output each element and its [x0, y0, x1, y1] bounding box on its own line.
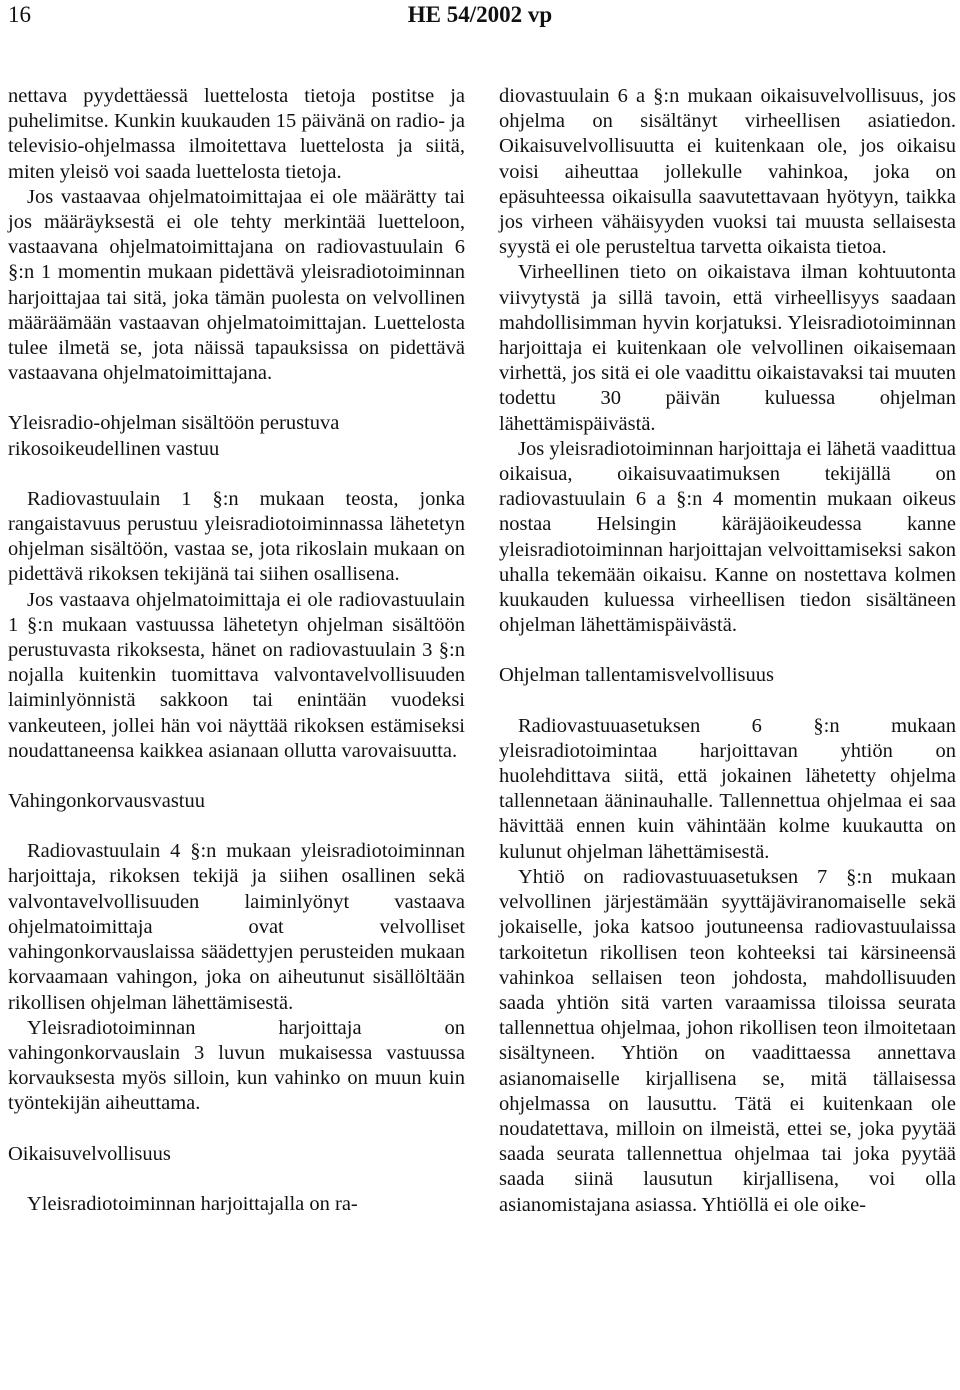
- paragraph: Yleisradiotoiminnan harjoittaja on vahingonkorvauslain 3 luvun mukaisessa vastuussa korvauksesta myös silloin, kun vahinko on muun kuin työntekijän aiheuttama.: [8, 1016, 465, 1115]
- paragraph: Jos vastaava ohjelmatoimittaja ei ole radiovastuulain 1 §:n mukaan vastuussa lähetetyn ohjelman sisältöön perustuvasta rikoksesta, hänet on radiovastuulain 3 §:n nojalla kuitenkin tuomittava valvontavelvollisuuden laiminlyönnistä sakkoon tai enintään vuodeksi vankeuteen, jollei hän voi näyttää rikoksen estämiseksi noudattaneensa kaikkea asianaan ollutta varovaisuutta.: [8, 588, 465, 762]
- section-heading: Vahingonkorvausvastuu: [8, 790, 206, 813]
- paragraph: Yleisradiotoiminnan harjoittajalla on ra-: [27, 1192, 358, 1215]
- document-id: HE 54/2002 vp: [407, 2, 553, 27]
- paragraph: diovastuulain 6 a §:n mukaan oikaisuvelvollisuus, jos ohjelma on sisältänyt virheellisen asiatiedon. Oikaisuvelvollisuutta ei kuitenkaan ole, jos oikaisu voisi aiheuttaa jollekulle vahinkoa, joka on epäsuhteessa oikaisulla saavutettavaan hyötyyn, taikka jos virheen vähäisyyden vuoksi tai muusta sellaisesta syystä ei ole perusteltua tarvetta oikaista tietoa.: [499, 85, 956, 259]
- paragraph: Radiovastuuasetuksen 6 §:n mukaan yleisradiotoimintaa harjoittavan yhtiön on huolehdittava siitä, että jokainen lähetetty ohjelma tallennetaan ääninauhalle. Tallennettua ohjelmaa ei saa hävittää ennen kuin vähintään kolme kuukautta on kulunut ohjelman lähettämisestä.: [499, 714, 956, 863]
- section-heading: Yleisradio-ohjelman sisältöön perustuva rikosoikeudellinen vastuu: [8, 412, 340, 460]
- left-column: [8, 84, 465, 1217]
- paragraph: Jos yleisradiotoiminnan harjoittaja ei lähetä vaadittua oikaisua, oikaisuvaatimuksen tekijällä on radiovastuulain 6 a §:n 4 momentin mukaan oikeus nostaa Helsingin käräjäoikeudessa kanne yleisradiotoiminnan harjoittajan velvoittamiseksi sakon uhalla tekemään oikaisu. Kanne on nostettava kolmen kuukauden kuluessa virheellisen tiedon sisältäneen ohjelman lähettämispäivästä.: [499, 437, 956, 637]
- paragraph: Radiovastuulain 4 §:n mukaan yleisradiotoiminnan harjoittaja, rikoksen tekijä ja siihen osallinen sekä valvontavelvollisuuden laiminlyönyt vastaava ohjelmatoimittaja ovat velvolliset vahingonkorvauslaissa säädettyjen perusteiden mukaan korvaamaan vahingon, joka on aiheutunut sisällöltään rikollisen ohjelman lähettämisestä.: [8, 840, 465, 1014]
- paragraph: Virheellinen tieto on oikaistava ilman kohtuutonta viivytystä ja sillä tavoin, että virheellisyys saadaan mahdollisimman hyvin korjatuksi. Yleisradiotoiminnan harjoittaja ei kuitenkaan ole velvollinen oikaisemaan virhettä, jos sitä ei ole vaadittu oikaistavaksi tai muuten todettu 30 päivän kuluessa ohjelman lähettämispäivästä.: [499, 261, 956, 435]
- paragraph: Yhtiö on radiovastuuasetuksen 7 §:n mukaan velvollinen järjestämään syyttäjäviranomaiselle sekä jokaiselle, joka katsoo joutuneensa radiovastuulaissa tarkoitetun rikollisen teon kohteeksi tai kärsineensä vahinkoa sellaisen teon johdosta, mahdollisuuden saada yhtiön sitä varten varaamissa tiloissa seurata tallennettua ohjelmaa, johon rikollisen teon ilmoitetaan sisältyneen. Yhtiön on vaadittaessa annettava asianomaiselle kirjallisena se, mitä tällaisessa ohjelmassa on lausuttu. Tätä ei kuitenkaan ole noudatettava, milloin on ilmeistä, ettei se, joka pyytää saada seurata tallennettua ohjelmaa tai joka pyytää saada siinä lausutun kirjallisena, voi olla asianomistajana asiassa. Yhtiöllä ei ole oike-: [499, 865, 956, 1216]
- paragraph: Radiovastuulain 1 §:n mukaan teosta, jonka rangaistavuus perustuu yleisradiotoiminnassa lähetetyn ohjelman sisältöön, vastaa se, jota rikoslain mukaan on pidettävä rikoksen tekijänä tai siihen osallisena.: [8, 487, 465, 586]
- section-heading: Ohjelman tallentamisvelvollisuus: [499, 664, 774, 687]
- paragraph: Jos vastaavaa ohjelmatoimittajaa ei ole määrätty tai jos määräyksestä ei ole tehty merkintää luetteloon, vastaavana ohjelmatoimittajana on radiovastuulain 6 §:n 1 momentin mukaan pidettävä yleisradiotoiminnan harjoittajaa tai sitä, joka tämän puolesta on velvollinen määräämään vastaavan ohjelmatoimittajan. Luettelosta tulee ilmetä se, jota näissä tapauksissa on pidettävä vastaavana ohjelmatoimittajana.: [8, 185, 465, 385]
- right-column: [499, 84, 956, 1218]
- paragraph: nettava pyydettäessä luettelosta tietoja postitse ja puhelimitse. Kunkin kuukauden 15 päivänä on radio- ja televisio-ohjelmassa ilmoitettava luettelosta ja siitä, miten yleisö voi saada luettelosta tietoja.: [8, 85, 465, 183]
- section-heading: Oikaisuvelvollisuus: [8, 1142, 171, 1165]
- page-number: 16: [8, 2, 31, 27]
